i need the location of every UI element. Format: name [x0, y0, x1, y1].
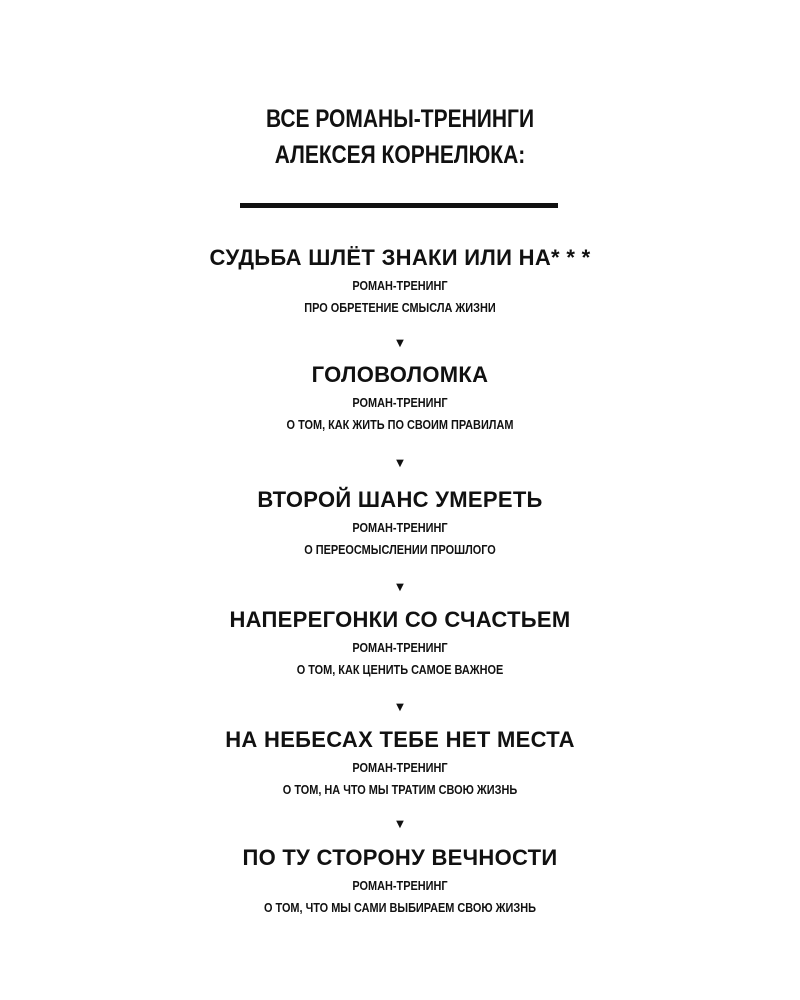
triangle-down-icon: ▼ [396, 702, 404, 713]
book-subtitle: О ТОМ, КАК ЦЕНИТЬ САМОЕ ВАЖНОЕ [296, 662, 504, 677]
book-genre: РОМАН-ТРЕНИНГ [352, 278, 448, 293]
book-title: ПО ТУ СТОРОНУ ВЕЧНОСТИ [242, 845, 558, 870]
book-entry [0, 726, 800, 801]
triangle-down-icon: ▼ [396, 338, 404, 349]
book-subtitle: ПРО ОБРЕТЕНИЕ СМЫСЛА ЖИЗНИ [304, 300, 496, 315]
book-genre: РОМАН-ТРЕНИНГ [352, 395, 448, 410]
triangle-down-icon: ▼ [396, 582, 404, 593]
book-title: НА НЕБЕСАХ ТЕБЕ НЕТ МЕСТА [225, 727, 575, 752]
heading-divider [240, 203, 558, 208]
page-heading-line-2: АЛЕКСЕЯ КОРНЕЛЮКА: [274, 141, 526, 169]
book-genre: РОМАН-ТРЕНИНГ [352, 640, 448, 655]
book-subtitle: О ТОМ, НА ЧТО МЫ ТРАТИМ СВОЮ ЖИЗНЬ [282, 782, 518, 797]
book-genre: РОМАН-ТРЕНИНГ [352, 760, 448, 775]
book-title: СУДЬБА ШЛЁТ ЗНАКИ ИЛИ НА* * * [209, 245, 591, 270]
book-entry [0, 606, 800, 681]
book-subtitle: О ТОМ, ЧТО МЫ САМИ ВЫБИРАЕМ СВОЮ ЖИЗНЬ [264, 900, 536, 915]
book-entry [0, 844, 800, 919]
book-title: ВТОРОЙ ШАНС УМЕРЕТЬ [257, 487, 543, 512]
triangle-down-icon: ▼ [396, 458, 404, 469]
book-title: ГОЛОВОЛОМКА [311, 362, 489, 387]
book-genre: РОМАН-ТРЕНИНГ [352, 878, 448, 893]
book-entry [0, 361, 800, 436]
book-subtitle: О ТОМ, КАК ЖИТЬ ПО СВОИМ ПРАВИЛАМ [286, 417, 514, 432]
book-genre: РОМАН-ТРЕНИНГ [352, 520, 448, 535]
book-entry [0, 244, 800, 319]
book-subtitle: О ПЕРЕОСМЫСЛЕНИИ ПРОШЛОГО [304, 542, 496, 557]
page-heading-line-1: ВСЕ РОМАНЫ-ТРЕНИНГИ [265, 105, 535, 133]
book-title: НАПЕРЕГОНКИ СО СЧАСТЬЕМ [229, 607, 571, 632]
triangle-down-icon: ▼ [396, 819, 404, 830]
book-entry [0, 486, 800, 561]
